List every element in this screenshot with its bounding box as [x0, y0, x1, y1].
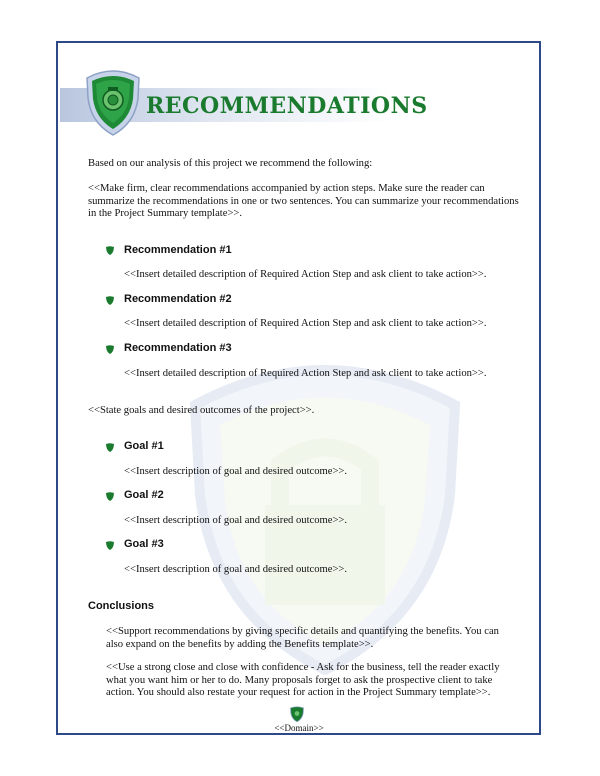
shield-bullet-icon	[106, 246, 114, 255]
shield-bullet-icon	[106, 492, 114, 501]
goal-heading: Goal #2	[124, 489, 164, 501]
conclusions-paragraph: <<Support recommendations by giving specific details and quantifying the benefits. You can also expand on the benefits by adding the Benefits template>>.	[106, 626, 499, 650]
recommendation-heading: Recommendation #3	[124, 342, 232, 354]
goals-intro: <<State goals and desired outcomes of the project>>.	[88, 405, 315, 416]
goal-body: <<Insert description of goal and desired outcome>>.	[124, 515, 348, 526]
goal-body: <<Insert description of goal and desired outcome>>.	[124, 564, 348, 575]
intro-instructions: <<Make firm, clear recommendations accompanied by action steps. Make sure the reader can summarize the recommendations in one or two sentences. You can summarize your recommendations in the Project Summary template>>.	[88, 183, 519, 220]
recommendation-heading: Recommendation #2	[124, 293, 232, 305]
footer-shield-icon	[290, 706, 304, 722]
shield-bullet-icon	[106, 443, 114, 452]
shield-bullet-icon	[106, 541, 114, 550]
goal-heading: Goal #3	[124, 538, 164, 550]
recommendation-body: <<Insert detailed description of Required Action Step and ask client to take action>>.	[124, 368, 487, 379]
goal-heading: Goal #1	[124, 440, 164, 452]
conclusions-paragraph: <<Use a strong close and close with confidence - Ask for the business, tell the reader exactly what you want him or her to do. Many proposals forget to ask the prospective client to take action. You should also restate your request for action in the Project Summary template>>.	[106, 662, 500, 699]
shield-bullet-icon	[106, 296, 114, 305]
shield-bullet-icon	[106, 345, 114, 354]
recommendation-body: <<Insert detailed description of Required Action Step and ask client to take action>>.	[124, 318, 487, 329]
conclusions-heading: Conclusions	[88, 600, 155, 612]
recommendation-body: <<Insert detailed description of Required Action Step and ask client to take action>>.	[124, 269, 487, 280]
intro-lead: Based on our analysis of this project we recommend the following:	[88, 158, 373, 169]
recommendation-heading: Recommendation #1	[124, 244, 232, 256]
goal-body: <<Insert description of goal and desired outcome>>.	[124, 466, 348, 477]
shield-logo-icon	[84, 68, 142, 136]
page-title: RECOMMENDATIONS	[146, 93, 428, 119]
footer-domain: <<Domain>>	[274, 723, 324, 733]
